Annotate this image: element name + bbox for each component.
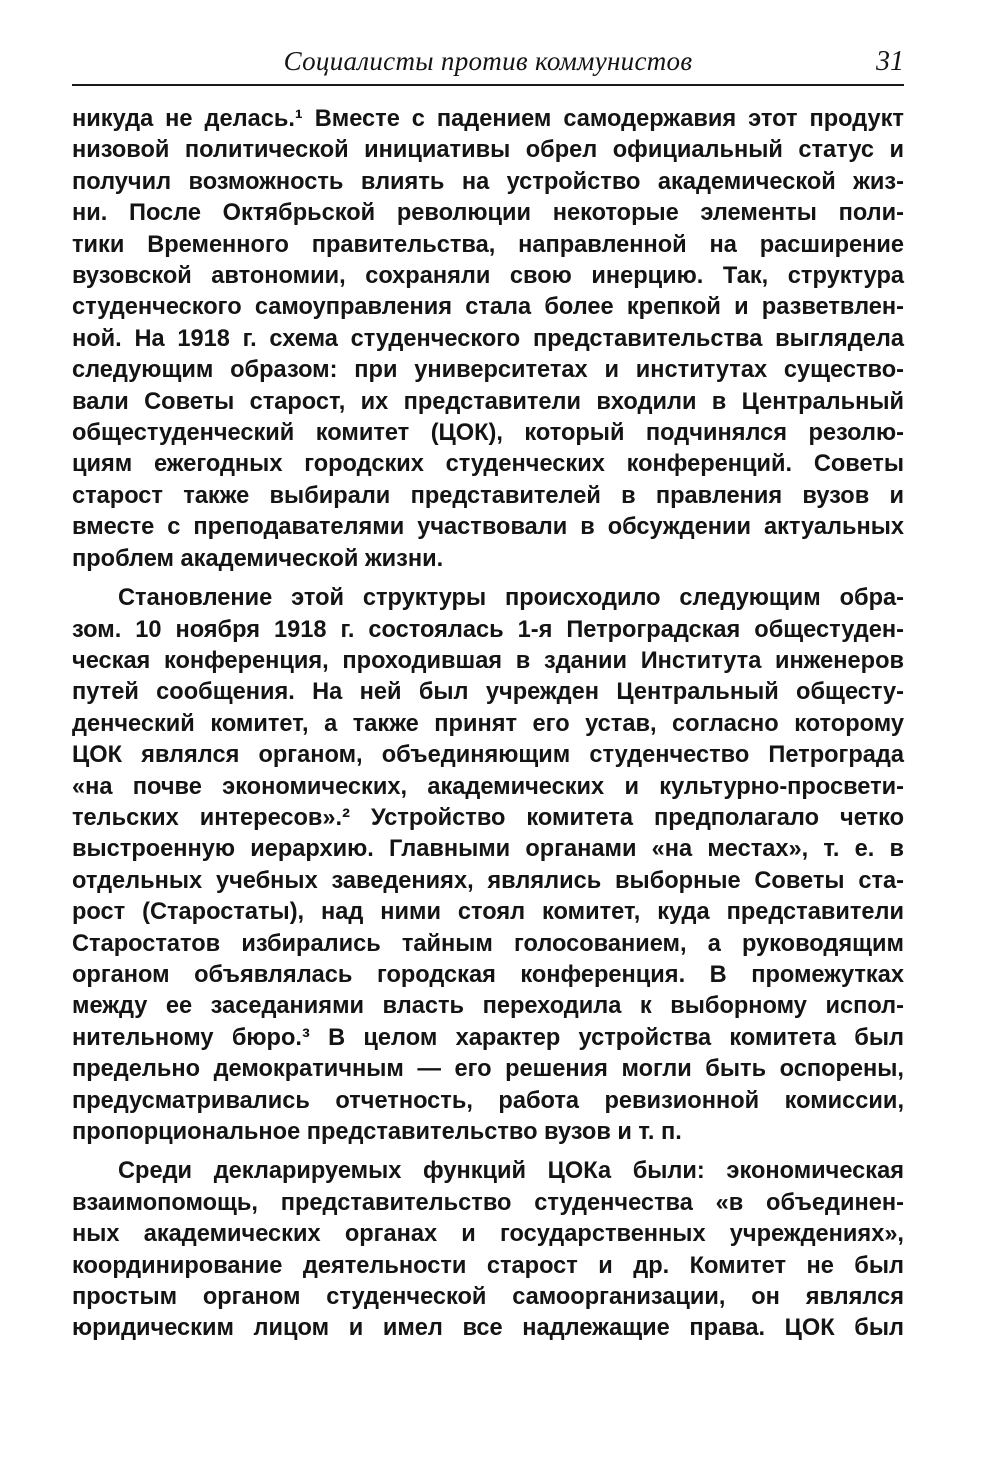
paragraph-3 <box>72 1156 904 1344</box>
text-line: путей сообщения. На ней был учрежден Центральный общесту- <box>72 679 904 706</box>
paragraph-2 <box>72 583 904 1148</box>
text-line: следующим образом: при университетах и институтах существо- <box>72 357 904 384</box>
text-line: зом. 10 ноября 1918 г. состоялась 1-я Петроградская общестуден- <box>72 616 904 643</box>
text-line: Становление этой структуры происходило следующим обра- <box>118 585 904 612</box>
text-line: ческая конференция, проходившая в здании Института инженеров <box>72 647 904 674</box>
text-line: циям ежегодных городских студенческих конференций. Советы <box>72 451 904 478</box>
text-line: отдельных учебных заведениях, являлись выборные Советы ста- <box>72 867 904 894</box>
text-line: денческий комитет, а также принят его устав, согласно которому <box>72 710 904 737</box>
book-page <box>72 40 904 1460</box>
running-title: Социалисты против коммунистов <box>283 46 693 76</box>
running-head <box>72 40 904 86</box>
text-line: координирование деятельности старост и др. Комитет не был <box>72 1252 904 1279</box>
text-line: предельно демократичным — его решения могли быть оспорены, <box>72 1056 904 1083</box>
text-line: взаимопомощь, представительство студенчества «в объединен- <box>72 1189 904 1216</box>
text-line: органом объявлялась городская конференция. В промежутках <box>72 961 904 988</box>
paragraph-1 <box>72 104 904 575</box>
text-line: общестуденческий комитет (ЦОК), который подчинялся резолю- <box>72 420 904 447</box>
text-line: между ее заседаниями власть переходила к выборному испол- <box>72 993 904 1020</box>
text-line: тики Временного правительства, направленной на расширение <box>72 231 904 258</box>
text-line: низовой политической инициативы обрел официальный статус и <box>72 137 904 164</box>
text-line: никуда не делась.¹ Вместе с падением самодержавия этот продукт <box>72 106 904 132</box>
text-line: Среди декларируемых функций ЦОКа были: экономическая <box>118 1158 904 1185</box>
text-line: простым органом студенческой самоорганизации, он являлся <box>72 1284 904 1311</box>
text-line: «на почве экономических, академических и культурно-просвети- <box>72 773 904 800</box>
page-number: 31 <box>876 46 904 77</box>
text-line: вузовской автономии, сохраняли свою инерцию. Так, структура <box>72 263 904 290</box>
text-line: вали Советы старост, их представители входили в Центральный <box>72 388 904 415</box>
text-line: ных академических органах и государственных учреждениях», <box>72 1221 904 1248</box>
body-text <box>72 104 904 1345</box>
text-line: тельских интересов».² Устройство комитета предполагало четко <box>72 804 904 831</box>
text-line: юридическим лицом и имел все надлежащие права. ЦОК был <box>72 1315 904 1342</box>
text-line: выстроенную иерархию. Главными органами «на местах», т. е. в <box>72 836 904 863</box>
text-line: старост также выбирали представителей в правления вузов и <box>72 482 904 509</box>
text-line: нительному бюро.³ В целом характер устройства комитета был <box>72 1024 904 1051</box>
text-line: ной. На 1918 г. схема студенческого представительства выглядела <box>72 325 904 352</box>
text-line: вместе с преподавателями участвовали в обсуждении актуальных <box>72 514 904 541</box>
text-line: студенческого самоуправления стала более крепкой и разветвлен- <box>72 294 904 321</box>
text-line: проблем академической жизни. <box>72 545 444 572</box>
text-line: ни. После Октябрьской революции некоторые элементы поли- <box>72 200 904 227</box>
text-line: получил возможность влиять на устройство академической жиз- <box>72 168 904 195</box>
text-line: предусматривались отчетность, работа ревизионной комиссии, <box>72 1087 904 1114</box>
text-line: Старостатов избирались тайным голосованием, а руководящим <box>72 930 904 957</box>
text-line: ЦОК являлся органом, объединяющим студенчество Петрограда <box>72 742 904 769</box>
text-line: пропорциональное представительство вузов и т. п. <box>72 1119 682 1145</box>
text-line: рост (Старостаты), над ними стоял комитет, куда представители <box>72 899 904 926</box>
